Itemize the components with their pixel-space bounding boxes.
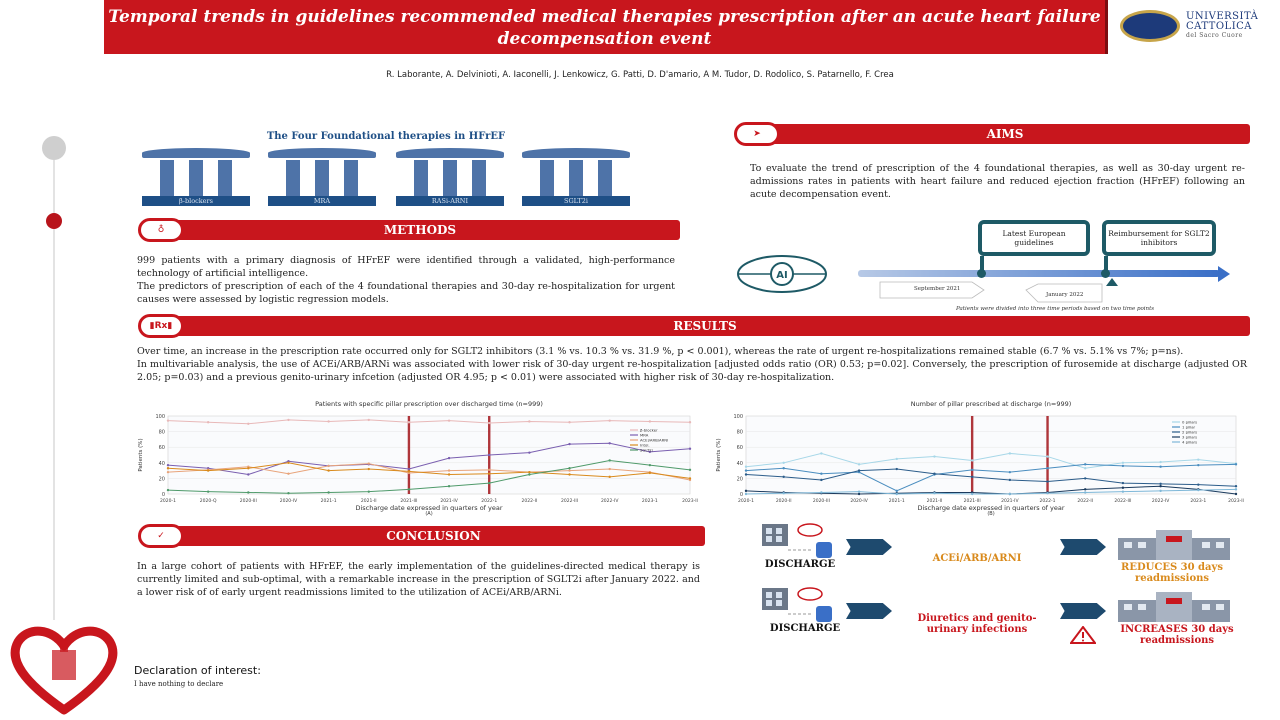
y-tick-label: 20 xyxy=(736,476,743,483)
data-point xyxy=(1009,493,1011,495)
timeline-caption: Patients were divided into three time periods based on two time points xyxy=(956,306,1155,312)
data-point xyxy=(448,469,450,471)
pillar-label: SGLT2i xyxy=(522,196,630,206)
pillar-1 xyxy=(268,148,376,206)
data-point xyxy=(1159,490,1161,492)
university-name: UNIVERSITÀ CATTOLICA xyxy=(1186,11,1259,32)
data-point xyxy=(858,463,860,465)
data-point xyxy=(649,464,651,466)
y-axis-label: Patients (%) xyxy=(138,438,144,472)
data-point xyxy=(368,419,370,421)
data-point xyxy=(528,420,530,422)
data-point xyxy=(1197,458,1199,460)
flow-arrow-icon-1 xyxy=(846,539,892,555)
data-point xyxy=(287,462,289,464)
data-point xyxy=(287,492,289,494)
discharge-label-2: DISCHARGE xyxy=(769,623,841,634)
data-point xyxy=(488,469,490,471)
x-tick-label: 2021-1 xyxy=(320,499,337,504)
data-point xyxy=(649,420,651,422)
legend-entry: 1 pillar xyxy=(1182,424,1196,430)
data-point xyxy=(608,468,610,470)
data-point xyxy=(689,448,691,450)
data-point xyxy=(327,465,329,467)
data-point xyxy=(1122,462,1124,464)
methods-body xyxy=(137,254,675,306)
y-tick-label: 100 xyxy=(155,414,165,420)
data-point xyxy=(1235,485,1237,487)
data-point xyxy=(167,419,169,421)
pillars-title: The Four Foundational therapies in HFrEF xyxy=(266,131,506,142)
flow-arrow-icon-2 xyxy=(1060,539,1106,555)
x-tick-label: 2021-1 xyxy=(888,499,905,504)
data-point xyxy=(408,488,410,490)
x-tick-label: 2022-II xyxy=(1077,499,1094,504)
flow-row1-outcome: REDUCES 30 days readmissions xyxy=(1121,562,1223,584)
y-tick-label: 60 xyxy=(736,445,743,452)
discharge-hospital-icon-2 xyxy=(760,584,836,626)
data-point xyxy=(933,455,935,457)
x-tick-label: 2022-III xyxy=(561,499,579,504)
flow-row2-outcome: INCREASES 30 days readmissions xyxy=(1120,624,1234,646)
discharge-label-1: DISCHARGE xyxy=(764,559,836,570)
data-point xyxy=(448,457,450,459)
timeline-stem-1 xyxy=(980,256,984,270)
data-point xyxy=(1235,488,1237,490)
plot-area xyxy=(168,416,690,494)
data-point xyxy=(1046,467,1048,469)
data-point xyxy=(971,469,973,471)
warning-icon xyxy=(1070,626,1096,644)
data-point xyxy=(327,469,329,471)
data-point xyxy=(408,421,410,423)
data-point xyxy=(1009,479,1011,481)
results-paragraph-1: Over time, an increase in the prescription rate occurred only for SGLT2 inhibitors (3.1 % vs. 10.3 % vs. 31.9 %, p < 0.001), whereas the rate of urgent re-hospitalizations remained stable (6.7 % vs. 5.1% vs 7%; p=ns). xyxy=(137,346,1184,357)
data-point xyxy=(1084,463,1086,465)
timeline-box-reimbursement xyxy=(1102,220,1216,256)
data-point xyxy=(745,493,747,495)
x-tick-label: 2023-II xyxy=(682,499,698,504)
data-point xyxy=(448,473,450,475)
data-point xyxy=(1009,471,1011,473)
data-point xyxy=(1046,480,1048,482)
data-point xyxy=(745,466,747,468)
data-point xyxy=(287,419,289,421)
y-tick-label: 20 xyxy=(158,476,165,483)
data-point xyxy=(782,492,784,494)
data-point xyxy=(568,467,570,469)
timeline-date-1: September 2021 xyxy=(914,286,961,292)
legend-entry: 4 pillars xyxy=(1182,439,1198,445)
ai-brain-icon xyxy=(734,252,830,296)
methods-paragraph-1: 999 patients with a primary diagnosis of HFrEF were identified through a validated, high-performance technology of artificial intelligence. xyxy=(137,255,675,279)
y-tick-label: 80 xyxy=(158,429,165,436)
y-tick-label: 100 xyxy=(733,414,743,420)
x-tick-label: 2021-III xyxy=(963,499,981,504)
data-point xyxy=(1084,488,1086,490)
data-point xyxy=(368,462,370,464)
aims-header xyxy=(760,124,1250,144)
gray-dot-icon xyxy=(42,136,66,160)
data-point xyxy=(858,469,860,471)
x-tick-label: 2022-1 xyxy=(1039,499,1056,504)
x-tick-label: 2022-1 xyxy=(481,499,498,504)
x-tick-label: 2020-II xyxy=(775,499,792,504)
hospital-icon-2 xyxy=(1116,590,1232,624)
data-point xyxy=(167,471,169,473)
x-tick-label: 2020-1 xyxy=(738,499,754,504)
data-point xyxy=(167,467,169,469)
data-point xyxy=(1159,466,1161,468)
declaration-body: I have nothing to declare xyxy=(134,680,224,688)
data-point xyxy=(488,454,490,456)
data-point xyxy=(782,467,784,469)
data-point xyxy=(528,473,530,475)
timeline-box-guidelines xyxy=(978,220,1090,256)
stethoscope-icon: ♁ xyxy=(138,218,184,242)
y-tick-label: 60 xyxy=(158,445,165,452)
flow-arrow-icon-3 xyxy=(846,603,892,619)
x-tick-label: 2023-1 xyxy=(1190,499,1207,504)
data-point xyxy=(896,490,898,492)
x-tick-label: 2020-III xyxy=(812,499,830,504)
data-point xyxy=(327,420,329,422)
data-point xyxy=(1159,485,1161,487)
y-tick-label: 40 xyxy=(736,460,743,467)
data-point xyxy=(608,476,610,478)
legend-entry: MRA xyxy=(640,432,649,438)
chart-b-pillar-count xyxy=(712,398,1246,516)
data-point xyxy=(1197,483,1199,485)
data-point xyxy=(1084,491,1086,493)
x-tick-label: 2021-III xyxy=(400,499,418,504)
data-point xyxy=(858,493,860,495)
red-dot-icon xyxy=(46,213,62,229)
x-tick-label: 2022-IV xyxy=(1151,499,1170,504)
discharge-hospital-icon-1 xyxy=(760,520,836,562)
university-logo xyxy=(1186,12,1276,40)
data-point xyxy=(568,473,570,475)
data-point xyxy=(448,485,450,487)
data-point xyxy=(207,421,209,423)
data-point xyxy=(689,469,691,471)
chart-a-pillar-prescription xyxy=(134,398,700,516)
university-sub: del Sacro Cuore xyxy=(1186,32,1243,39)
legend-entry: 3 pillars xyxy=(1182,434,1198,440)
data-point xyxy=(745,490,747,492)
results-paragraph-2: In multivariable analysis, the use of ACEi/ARB/ARNi was associated with lower risk of 30-day urgent re-hospitalization [adjusted odds ratio (OR) 0.53; p=0.02]. Conversely, the prescription of furosemide at discharge (adjusted OR 2.05; p=0.03) and a previous genito-urinary infcetion (adjusted OR 4.95; p < 0.01) were associated with higher risk of 30-day re-hospitalization. xyxy=(137,359,1247,383)
poster-title: Temporal trends in guidelines recommended medical therapies prescription after an acute heart failure decompensation event xyxy=(108,7,1101,49)
methods-heading: METHODS xyxy=(383,223,457,237)
data-point xyxy=(488,482,490,484)
legend-entry: β-blocker xyxy=(640,427,658,433)
flow-arrow-icon-4 xyxy=(1060,603,1106,619)
pillar-label: MRA xyxy=(268,196,376,206)
declaration-title: Declaration of interest: xyxy=(134,664,261,677)
data-point xyxy=(368,490,370,492)
data-point xyxy=(820,491,822,493)
data-point xyxy=(858,490,860,492)
x-axis-label: Discharge date expressed in quarters of year xyxy=(355,504,503,512)
timeline-date-2: January 2022 xyxy=(1046,292,1084,298)
legend-entry: SGLT2i xyxy=(640,447,653,453)
poster-title-banner xyxy=(104,0,1108,54)
data-point xyxy=(1122,482,1124,484)
pill-icon: ▮Rx▮ xyxy=(138,314,184,338)
side-guide-line xyxy=(53,160,55,620)
data-point xyxy=(247,423,249,425)
pillar-3 xyxy=(522,148,630,206)
data-point xyxy=(247,491,249,493)
data-point xyxy=(568,469,570,471)
data-point xyxy=(933,473,935,475)
data-point xyxy=(1009,452,1011,454)
data-point xyxy=(368,468,370,470)
data-point xyxy=(287,473,289,475)
data-point xyxy=(608,459,610,461)
methods-paragraph-2: The predictors of prescription of each of the 4 foundational therapies and 30-day re-hospitalization for urgent causes were assessed by logistic regression models. xyxy=(137,281,675,305)
x-tick-label: 2023-II xyxy=(1228,499,1244,504)
pillar-label: RASi-ARNI xyxy=(396,196,504,206)
data-point xyxy=(689,477,691,479)
conclusion-heading: CONCLUSION xyxy=(386,529,481,543)
x-tick-label: 2021-IV xyxy=(440,499,458,504)
data-point xyxy=(608,442,610,444)
x-tick-label: 2022-II xyxy=(521,499,538,504)
results-heading: RESULTS xyxy=(673,319,737,333)
authors-line: R. Laborante, A. Delvinioti, A. Iaconelli, J. Lenkowicz, G. Patti, D. D'amario, A M. Tudor, D. Rodolico, S. Patarnello, F. Crea xyxy=(386,70,894,80)
data-point xyxy=(1235,463,1237,465)
data-point xyxy=(207,490,209,492)
data-point xyxy=(488,422,490,424)
data-point xyxy=(689,421,691,423)
aims-heading: AIMS xyxy=(986,127,1024,141)
data-point xyxy=(971,459,973,461)
heart-logo-icon xyxy=(4,620,124,716)
data-point xyxy=(167,464,169,466)
data-point xyxy=(207,469,209,471)
panel-label: (B) xyxy=(987,511,995,516)
timeline-stem-2 xyxy=(1104,256,1108,270)
y-tick-label: 0 xyxy=(739,492,743,498)
conclusion-body: In a large cohort of patients with HFrEF, the early implementation of the guidelines-directed medical therapy is currently limited and sub-optimal, with a remarkable increase in the prescription of SGLT2i after January 2022. and a lower risk of of early urgent readmissions limited to the utilization of ACEi/ARB/ARNi. xyxy=(137,561,700,598)
checkmark-icon: ✓ xyxy=(138,524,184,548)
x-tick-label: 2020-IV xyxy=(850,499,868,504)
legend-entry: 0 pillars xyxy=(1182,419,1198,425)
data-point xyxy=(408,470,410,472)
flow-row1-therapy: ACEi/ARB/ARNI xyxy=(932,553,1022,564)
data-point xyxy=(528,451,530,453)
data-point xyxy=(1197,464,1199,466)
x-tick-label: 2021-II xyxy=(926,499,943,504)
data-point xyxy=(820,452,822,454)
timeline-box-2-label: Reimbursement for SGLT2 inhibitors xyxy=(1108,229,1210,247)
data-point xyxy=(745,469,747,471)
data-point xyxy=(1084,477,1086,479)
x-tick-label: 2022-III xyxy=(1114,499,1132,504)
data-point xyxy=(408,468,410,470)
y-tick-label: 80 xyxy=(736,429,743,436)
data-point xyxy=(1235,493,1237,495)
data-point xyxy=(247,467,249,469)
chart-title: Number of pillar prescribed at discharge (n=999) xyxy=(910,400,1072,408)
data-point xyxy=(782,476,784,478)
x-tick-label: 2021-II xyxy=(360,499,377,504)
x-tick-label: 2020-1 xyxy=(160,499,176,504)
x-tick-label: 2021-IV xyxy=(1001,499,1019,504)
data-point xyxy=(1122,490,1124,492)
university-seal-icon xyxy=(1120,10,1180,42)
data-point xyxy=(327,491,329,493)
data-point xyxy=(247,473,249,475)
x-tick-label: 2023-1 xyxy=(641,499,658,504)
data-point xyxy=(1159,483,1161,485)
data-point xyxy=(1084,467,1086,469)
data-point xyxy=(568,443,570,445)
data-point xyxy=(971,493,973,495)
x-tick-label: 2022-IV xyxy=(600,499,619,504)
flow-row2-factors: Diuretics and genito-urinary infections xyxy=(917,613,1037,635)
y-tick-label: 0 xyxy=(161,492,165,498)
methods-header xyxy=(160,220,680,240)
legend-entry: ACEi/ARB/ARNI xyxy=(640,437,669,443)
y-axis-label: Patients (%) xyxy=(716,438,722,472)
conclusion-header xyxy=(162,526,705,546)
data-point xyxy=(568,421,570,423)
legend-entry: 2 pillars xyxy=(1182,429,1198,435)
data-point xyxy=(820,473,822,475)
aims-body: To evaluate the trend of prescription of the 4 foundational therapies, as well as 30-day urgent re-admissions rates in patients with heart failure and reduced ejection fraction (HFrEF) following an acute decompensation event. xyxy=(750,163,1245,200)
data-point xyxy=(782,462,784,464)
data-point xyxy=(820,479,822,481)
data-point xyxy=(488,473,490,475)
timeline-box-1-label: Latest European guidelines xyxy=(1002,229,1066,247)
chart-title: Patients with specific pillar prescription over discharged time (n=999) xyxy=(315,400,543,408)
plot-area xyxy=(746,416,1236,494)
data-point xyxy=(649,472,651,474)
data-point xyxy=(896,468,898,470)
data-point xyxy=(1046,455,1048,457)
ai-label: AI xyxy=(776,270,788,281)
data-point xyxy=(528,471,530,473)
data-point xyxy=(1122,487,1124,489)
pillar-label: β-blockers xyxy=(142,196,250,206)
pillar-2 xyxy=(396,148,504,206)
y-tick-label: 40 xyxy=(158,460,165,467)
target-icon: ➤ xyxy=(734,122,780,146)
data-point xyxy=(971,476,973,478)
data-point xyxy=(1197,489,1199,491)
x-tick-label: 2020-IV xyxy=(279,499,298,504)
x-tick-label: 2020-Q xyxy=(199,499,217,504)
data-point xyxy=(448,419,450,421)
results-body xyxy=(137,345,1247,384)
x-tick-label: 2020-III xyxy=(239,499,257,504)
data-point xyxy=(1159,461,1161,463)
x-axis-label: Discharge date expressed in quarters of year xyxy=(917,504,1065,512)
data-point xyxy=(1046,492,1048,494)
panel-label: (A) xyxy=(425,511,433,516)
data-point xyxy=(167,489,169,491)
data-point xyxy=(896,458,898,460)
pillar-0 xyxy=(142,148,250,206)
data-point xyxy=(745,473,747,475)
data-point xyxy=(1122,465,1124,467)
data-point xyxy=(933,492,935,494)
legend-entry: Intol. xyxy=(640,442,650,448)
data-point xyxy=(896,493,898,495)
data-point xyxy=(608,419,610,421)
results-header xyxy=(160,316,1250,336)
hospital-icon-1 xyxy=(1116,528,1232,562)
